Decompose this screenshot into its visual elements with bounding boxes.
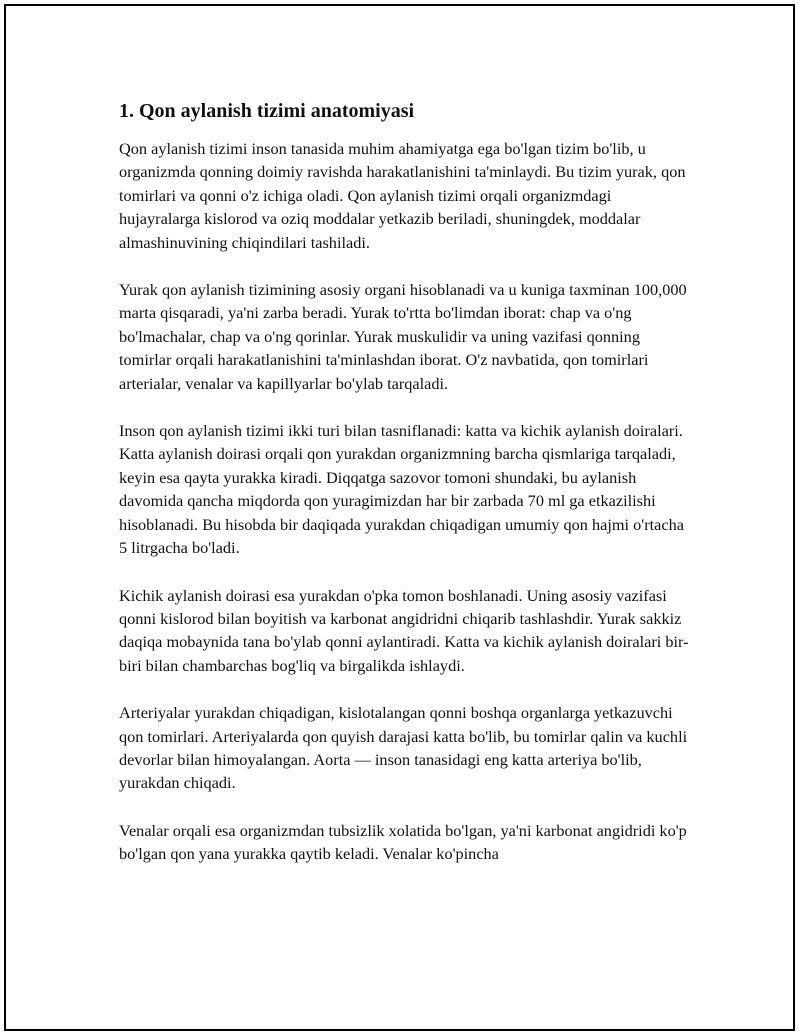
paragraph-5: Arteriyalar yurakdan chiqadigan, kislotalangan qonni boshqa organlarga yetkazuvchi qon tomirlari. Arteriyalarda qon quyish darajasi katta bo'lib, bu tomirlar qalin va kuchli devorlar bilan himoyalangan. Aorta — inson tanasidagi eng katta arteriya bo'lib, yurakdan chiqadi. <box>119 703 688 793</box>
paragraph-1: Qon aylanish tizimi inson tanasida muhim ahamiyatga ega bo'lgan tizim bo'lib, u organizmda qonning doimiy ravishda harakatlanishini ta'minlaydi. Bu tizim yurak, qon tomirlari va qonni o'z ichiga oladi. Qon aylanish tizimi orqali organizmdagi hujayralarga kislorod va oziq moddalar yetkazib beriladi, shuningdek, moddalar almashinuvining chiqindilari tashiladi. <box>119 139 686 252</box>
paragraph-3: Inson qon aylanish tizimi ikki turi bilan tasniflanadi: katta va kichik aylanish doiralari. Katta aylanish doirasi orqali qon yurakdan organizmning barcha qismlariga tarqaladi, keyin esa qayta yurakka kiradi. Diqqatga sazovor tomoni shundaki, bu aylanish davomida qancha miqdorda qon yuragimizdan har bir zarbada 70 ml ga etkazilishi hisoblanadi. Bu hisobda bir daqiqada yurakdan chiqadigan umumiy qon hajmi o'rtacha 5 litrgacha bo'ladi. <box>119 421 684 558</box>
document-body <box>119 98 694 890</box>
section-title: 1. Qon aylanish tizimi anatomiyasi <box>119 100 415 122</box>
paragraph-6: Venalar orqali esa organizmdan tubsizlik xolatida bo'lgan, ya'ni karbonat angidridi ko'p bo'lgan qon yana yurakka qaytib keladi. Venalar ko'pincha <box>119 820 687 864</box>
paragraph-4: Kichik aylanish doirasi esa yurakdan o'pka tomon boshlanadi. Uning asosiy vazifasi qonni kislorod bilan boyitish va karbonat angidridni chiqarib tashlashdir. Yurak sakkiz daqiqa mobaynida tana bo'ylab qonni aylantiradi. Katta va kichik aylanish doiralari bir-biri bilan chambarchas bog'liq va birgalikda ishlaydi. <box>119 585 689 675</box>
page-frame <box>4 4 795 1031</box>
paragraph-2: Yurak qon aylanish tizimining asosiy organi hisoblanadi va u kuniga taxminan 100,000 marta qisqaradi, ya'ni zarba beradi. Yurak to'rtta bo'limdan iborat: chap va o'ng bo'lmachalar, chap va o'ng qorinlar. Yurak muskulidir va uning vazifasi qonning tomirlar orqali harakatlanishini ta'minlashdan iborat. O'z navbatida, qon tomirlari arterialar, venalar va kapillyarlar bo'ylab tarqaladi. <box>119 280 687 393</box>
